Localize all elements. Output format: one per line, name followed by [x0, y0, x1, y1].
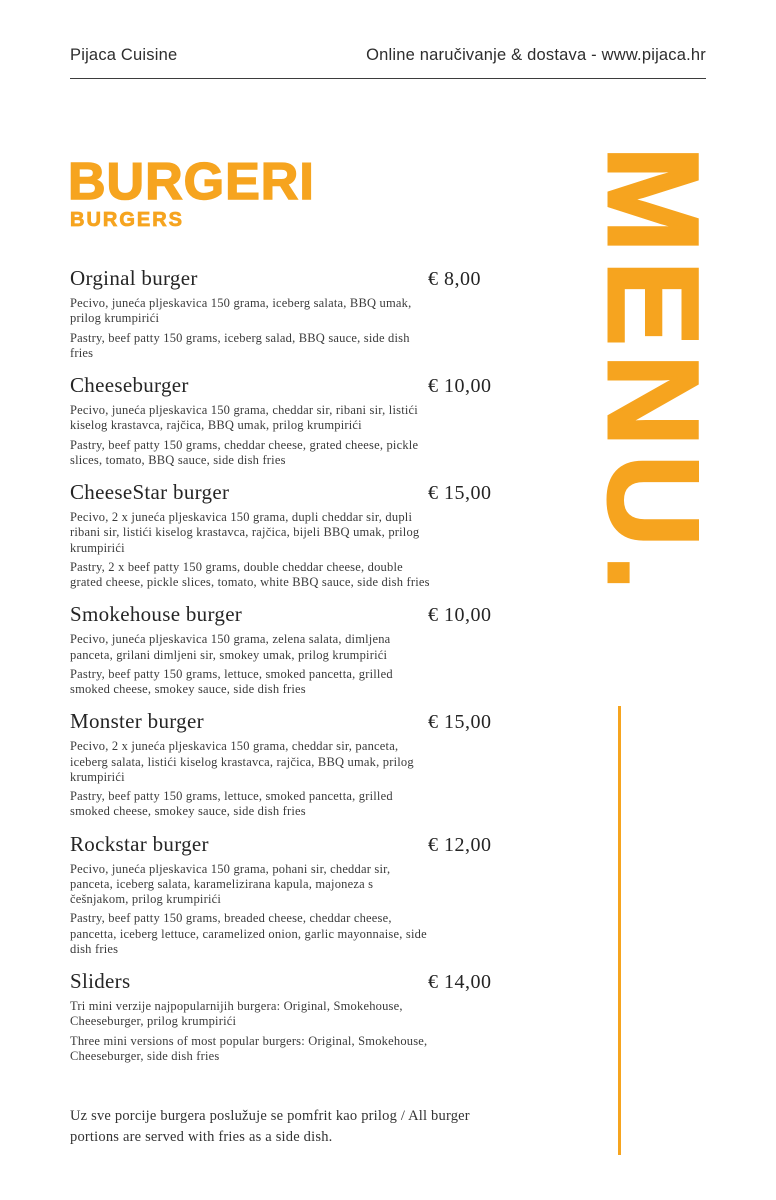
- item-price: € 10,00: [428, 375, 492, 397]
- menu-item: [70, 709, 516, 819]
- page-header: [70, 46, 706, 87]
- item-price: € 15,00: [428, 711, 492, 734]
- menu-item: [70, 266, 516, 361]
- menu-item: [70, 602, 516, 697]
- header-tagline: Online naručivanje & dostava - www.pijaca.hr: [366, 46, 706, 64]
- menu-item: [70, 373, 516, 468]
- item-description-english: Three mini versions of most popular burgers: Original, Smokehouse, Cheeseburger, side dish fries: [70, 1033, 428, 1063]
- item-name: Smokehouse burger: [70, 602, 243, 627]
- item-description-english: Pastry, beef patty 150 grams, cheddar cheese, grated cheese, pickle slices, tomato, BBQ sauce, side dish fries: [70, 437, 419, 467]
- item-name: Cheeseburger: [70, 373, 189, 397]
- item-description-english: Pastry, beef patty 150 grams, lettuce, smoked pancetta, grilled smoked cheese, smokey sauce, side dish fries: [70, 789, 393, 819]
- item-name: CheeseStar burger: [70, 480, 230, 504]
- item-price: € 12,00: [428, 833, 492, 856]
- header-divider: [70, 78, 706, 79]
- section-title: BURGERI: [68, 153, 315, 211]
- item-price: € 15,00: [428, 482, 492, 504]
- brand-name: Pijaca Cuisine: [70, 46, 178, 64]
- item-price: € 14,00: [428, 971, 492, 993]
- item-description-croatian: Pecivo, 2 x juneća pljeskavica 150 grama, dupli cheddar sir, dupli ribani sir, listići kiselog krastavca, rajčica, bijeli BBQ umak, prilog krumpirići: [70, 510, 420, 555]
- item-description-croatian: Tri mini verzije najpopularnijih burgera: Original, Smokehouse, Cheeseburger, prilog krumpirići: [70, 999, 403, 1029]
- item-name: Rockstar burger: [70, 831, 209, 856]
- item-description-english: Pastry, beef patty 150 grams, lettuce, smoked pancetta, grilled smoked cheese, smokey sauce, side dish fries: [70, 666, 393, 696]
- menu-item: [70, 480, 516, 590]
- item-description-english: Pastry, beef patty 150 grams, iceberg salad, BBQ sauce, side dish fries: [70, 330, 410, 360]
- footer-note: Uz sve porcije burgera poslužuje se pomfrit kao prilog / All burger portions are served with fries as a side dish.: [70, 1108, 470, 1146]
- item-description-croatian: Pecivo, 2 x juneća pljeskavica 150 grama, cheddar sir, panceta, iceberg salata, listići kiselog krastavca, rajčica, BBQ umak, prilog krumpirići: [70, 739, 414, 784]
- vertical-menu-display-text: MENU.: [581, 146, 724, 599]
- vertical-accent-rule: [618, 706, 621, 1155]
- menu-item: [70, 832, 516, 958]
- item-description-croatian: Pecivo, juneća pljeskavica 150 grama, pohani sir, cheddar sir, panceta, iceberg salata, karamelizirana kapula, majoneza s češnjakom, prilog krumpirići: [70, 861, 391, 906]
- item-description-english: Pastry, beef patty 150 grams, breaded cheese, cheddar cheese, pancetta, iceberg lettuce, caramelized onion, garlic mayonnaise, side dish fries: [70, 911, 427, 956]
- item-description-english: Pastry, 2 x beef patty 150 grams, double cheddar cheese, double grated cheese, pickle slices, tomato, white BBQ sauce, side dish fries: [70, 559, 430, 589]
- item-description-croatian: Pecivo, juneća pljeskavica 150 grama, iceberg salata, BBQ umak, prilog krumpirići: [70, 296, 412, 326]
- item-name: Sliders: [70, 969, 131, 993]
- menu-item: [70, 969, 516, 1064]
- item-name: Monster burger: [70, 709, 204, 734]
- item-price: € 10,00: [428, 604, 492, 627]
- section-subtitle: BURGERS: [70, 209, 185, 231]
- menu-items: [70, 266, 516, 1076]
- item-description-croatian: Pecivo, juneća pljeskavica 150 grama, cheddar sir, ribani sir, listići kiselog krastavca, rajčica, BBQ umak, prilog krumpirići: [70, 403, 418, 433]
- item-name: Orginal burger: [70, 266, 198, 290]
- item-price: € 8,00: [428, 268, 481, 290]
- item-description-croatian: Pecivo, juneća pljeskavica 150 grama, zelena salata, dimljena panceta, grilani dimljeni sir, smokey umak, prilog krumpirići: [70, 632, 391, 662]
